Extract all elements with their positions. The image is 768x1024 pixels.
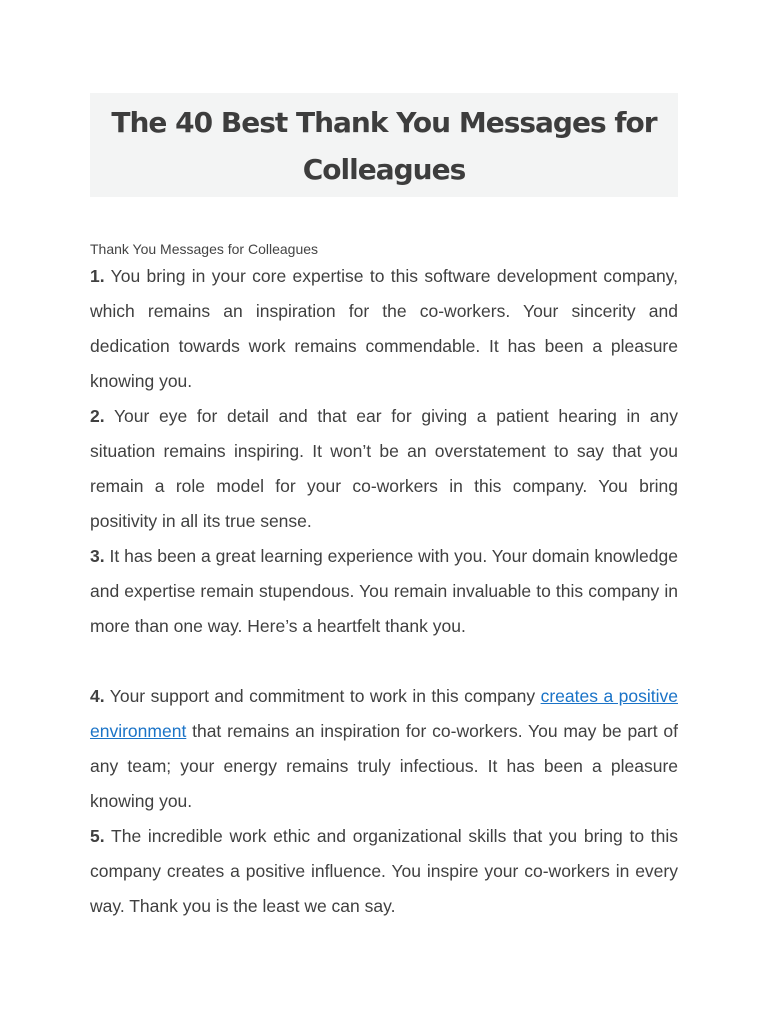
page-title: The 40 Best Thank You Messages for Colleagues: [111, 106, 657, 186]
message-number: 1.: [90, 266, 105, 286]
message-number: 5.: [90, 826, 105, 846]
message-text: Your eye for detail and that ear for giving a patient hearing in any situation remains inspiring. It won’t be an overstatement to say that you remain a role model for your co-workers in this company. You bring positivity in all its true sense.: [90, 406, 679, 531]
article: [90, 93, 678, 924]
message-item-1: [90, 259, 678, 399]
message-item-4: [90, 679, 678, 819]
message-number: 3.: [90, 546, 105, 566]
section-subtitle: Thank You Messages for Colleagues: [90, 241, 319, 257]
title-banner: [90, 93, 678, 197]
message-item-3: [90, 539, 678, 644]
positive-environment-link[interactable]: creates a positive environment: [90, 686, 678, 741]
message-text: The incredible work ethic and organizational skills that you bring to this company creates a positive influence. You inspire your co-workers in every way. Thank you is the least we can say.: [90, 826, 679, 916]
message-number: 4.: [90, 686, 105, 706]
message-text: It has been a great learning experience with you. Your domain knowledge and expertise remain stupendous. You remain invaluable to this company in more than one way. Here’s a heartfelt thank you.: [90, 546, 678, 636]
message-text-after-link: that remains an inspiration for co-workers. You may be part of any team; your energy remains truly infectious. It has been a pleasure knowing you.: [90, 721, 678, 811]
paragraph-gap: [90, 644, 678, 679]
message-text-before-link: Your support and commitment to work in this company: [109, 686, 536, 706]
message-text: You bring in your core expertise to this software development company, which remains an inspiration for the co-workers. Your sincerity and dedication towards work remains commendable. It has been a pleasure knowing you.: [90, 266, 678, 391]
message-item-2: [90, 399, 678, 539]
message-item-5: [90, 819, 678, 924]
message-number: 2.: [90, 406, 105, 426]
